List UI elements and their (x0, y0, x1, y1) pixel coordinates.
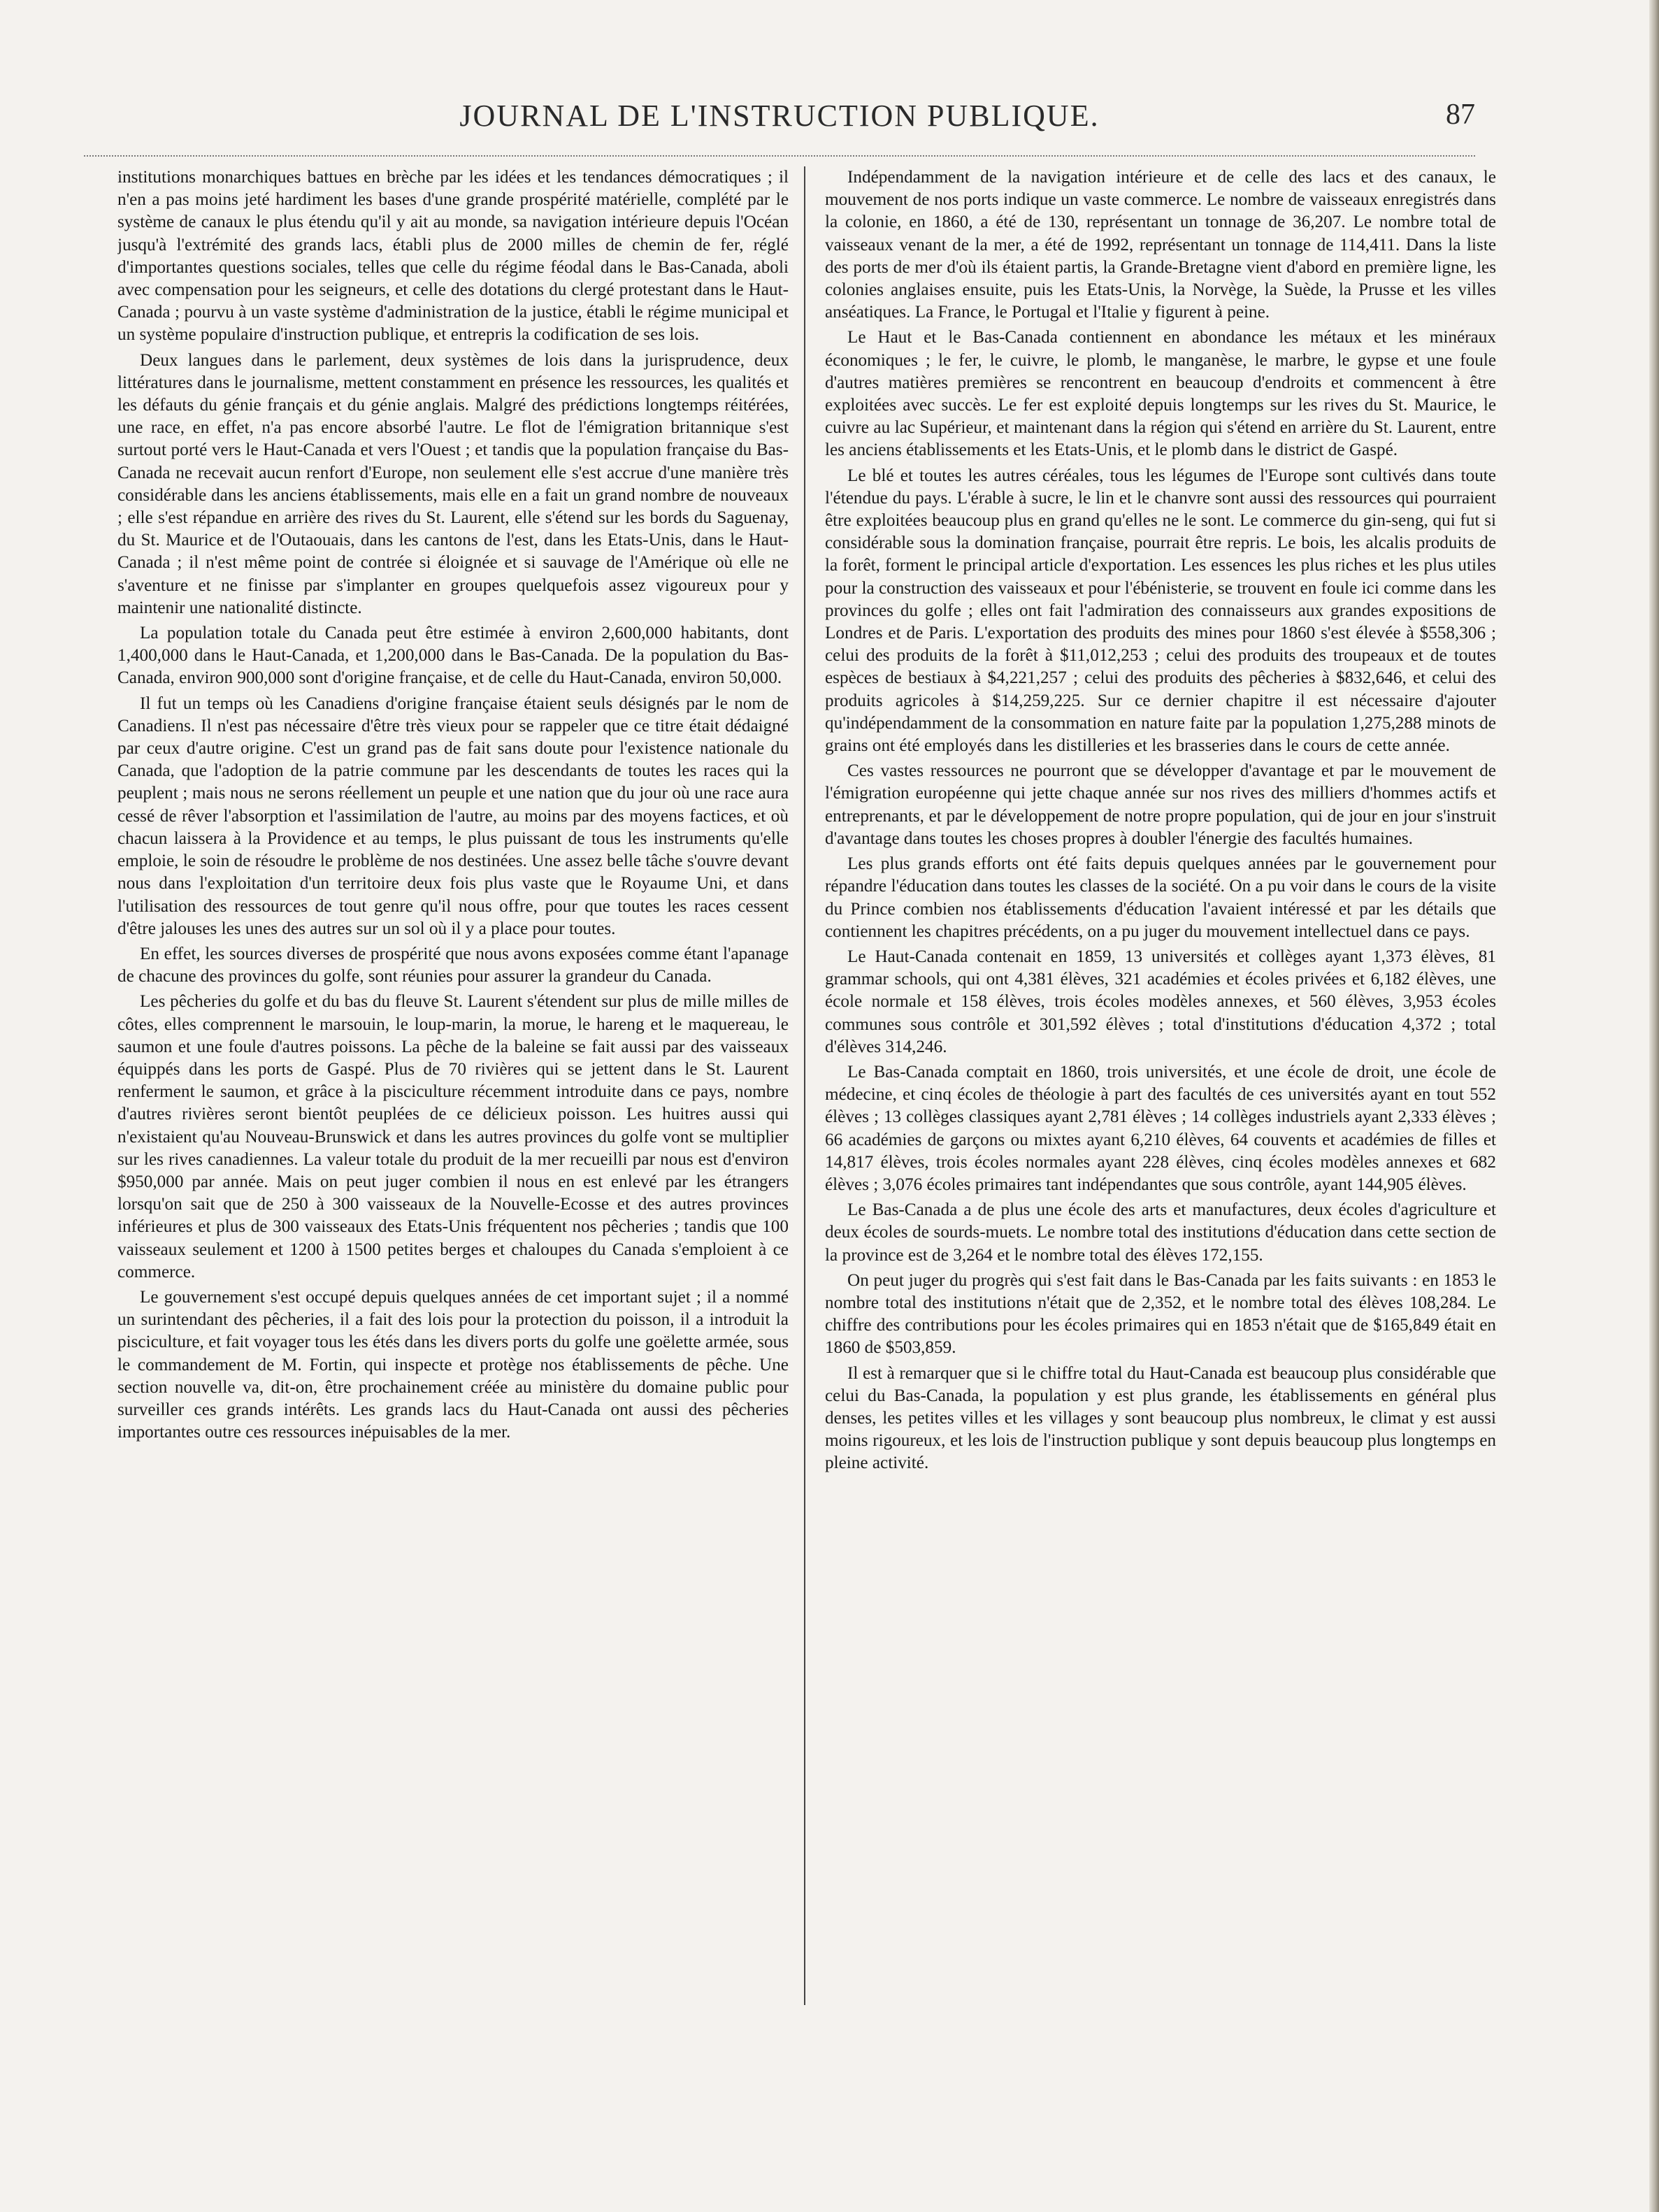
paragraph: Les pêcheries du golfe et du bas du fleuve St. Laurent s'étendent sur plus de mille milles de côtes, elles comprennent le marsouin, le loup-marin, la morue, le hareng et le maquereau, le saumon et une foule d'autres poissons. La pêche de la baleine se fait aussi par des vaisseaux équippés dans les ports de Gaspé. Plus de 70 rivières qui se jettent dans le St. Laurent renferment le saumon, et grâce à la pisciculture récemment introduite dans ce pays, nombre d'autres rivières seront bientôt peuplées de ce délicieux poisson. Les huitres aussi qui n'existaient qu'au Nouveau-Brunswick et dans les autres provinces du golfe vont se multiplier sur les rives canadiennes. La valeur totale du produit de la mer recueilli par nous est d'environ $950,000 par année. Mais on peut juger combien il nous en est enlevé par les étrangers lorsqu'on sait que de 250 à 300 vaisseaux de la Nouvelle-Ecosse et des autres provinces inférieures et plus de 300 vaisseaux des Etats-Unis fréquentent nos pêcheries ; tandis que 100 vaisseaux seulement et 1200 à 1500 petites berges et chaloupes du Canada s'emploient à ce commerce. (117, 992, 789, 1281)
paragraph: Le gouvernement s'est occupé depuis quelques années de cet important sujet ; il a nommé un surintendant des pêcheries, il a fait des lois pour la protection du poisson, il a introduit la pisciculture, et fait voyager tous les étés dans les divers ports du golfe une goëlette armée, sous le commandement de M. Fortin, qui inspecte et protège nos établissements de pêche. Une section nouvelle va, dit-on, être prochainement créée au ministère du domaine public pour surveiller ces grands intérêts. Les grands lacs du Haut-Canada ont aussi des pêcheries importantes outre ces ressources inépuisables de la mer. (117, 1287, 789, 1442)
paragraph: Le blé et toutes les autres céréales, tous les légumes de l'Europe sont cultivés dans toute l'étendue du pays. L'érable à sucre, le lin et le chanvre sont aussi des ressources qui pourraient être exploitées beaucoup plus en grand qu'elles ne le sont. Le commerce du gin-seng, qui fut si considérable sous la domination française, pourrait être repris. Le bois, les alcalis produits de la forêt, forment le principal article d'exportation. Les essences les plus riches et les plus utiles pour la construction des vaisseaux et pour l'ébénisterie, se trouvent en foule ici comme dans les provinces du golfe ; elles ont fait l'admiration des connaisseurs aux grandes expositions de Londres et de Paris. L'exportation des produits des mines pour 1860 s'est élevée à $558,306 ; celui des produits de la forêt à $11,012,253 ; celui des produits des troupeaux et de toutes espèces de bestiaux à $4,221,257 ; celui des produits des pêcheries à $832,646, et celui des produits agricoles à $14,259,225. Sur ce dernier chapitre il est nécessaire d'ajouter qu'indépendamment de la consommation en nature faite par la population 1,275,288 minots de grains ont été employés dans les distilleries et les brasseries dans le cours de cette année. (825, 466, 1496, 756)
paragraph: Le Bas-Canada a de plus une école des arts et manufactures, deux écoles d'agriculture et deux écoles de sourds-muets. Le nombre total des institutions d'éducation dans cette section de la province est de 3,264 et le nombre total des élèves 172,155. (825, 1200, 1496, 1265)
paragraph: Les plus grands efforts ont été faits depuis quelques années par le gouvernement pour répandre l'éducation dans toutes les classes de la société. On a pu voir dans le cours de la visite du Prince combien nos établissements d'éducation l'avaient intéressé et par les détails que contiennent les chapitres précédents, on a pu juger du mouvement intellectuel dans ce pays. (825, 854, 1496, 941)
paragraph: Le Haut-Canada contenait en 1859, 13 universités et collèges ayant 1,373 élèves, 81 grammar schools, qui ont 4,381 élèves, 321 académies et écoles privées et 6,182 élèves, une école normale et 158 élèves, trois écoles modèles annexes, et 560 élèves, 3,953 écoles communes sous contrôle et 301,592 élèves ; total d'institutions d'éducation 4,372 ; total d'élèves 314,246. (825, 947, 1496, 1056)
column-divider (804, 166, 805, 2005)
left-column (117, 166, 789, 2005)
paragraph: En effet, les sources diverses de prospérité que nous avons exposées comme étant l'apanage de chacune des provinces du golfe, sont réunies pour assurer la grandeur du Canada. (117, 944, 789, 986)
paragraph: Le Bas-Canada comptait en 1860, trois universités, et une école de droit, une école de médecine, et cinq écoles de théologie à part des facultés de ces universités ayant en tout 552 élèves ; 13 collèges classiques ayant 2,781 élèves ; 14 collèges industriels ayant 2,333 élèves ; 66 académies de garçons ou mixtes ayant 6,210 élèves, 64 couvents et académies de filles et 14,817 élèves, trois écoles normales ayant 228 élèves, cinq écoles modèles annexes et 682 élèves ; 3,076 écoles primaires tant indépendantes que sous contrôle, ayant 144,905 élèves. (825, 1062, 1496, 1194)
paragraph: On peut juger du progrès qui s'est fait dans le Bas-Canada par les faits suivants : en 1853 le nombre total des institutions n'était que de 2,352, et le nombre total des élèves 108,284. Le chiffre des contributions pour les écoles primaires qui en 1853 n'était que de $165,849 était en 1860 de $503,859. (825, 1270, 1496, 1358)
running-header (84, 98, 1475, 140)
paragraph: Indépendamment de la navigation intérieure et de celle des lacs et des canaux, le mouvement de nos ports indique un vaste commerce. Le nombre de vaisseaux enregistrés dans la colonie, en 1860, a été de 130, représentant un tonnage de 36,207. Le nombre total de vaisseaux venant de la mer, a été de 1992, représentant un tonnage de 114,411. Dans la liste des ports de mer d'où ils étaient partis, la Grande-Bretagne vient d'abord en première ligne, les colonies anglaises ensuite, puis les Etats-Unis, la Norvège, la Suède, la Prusse et les villes anséatiques. La France, le Portugal et l'Italie y figurent à peine. (825, 168, 1496, 322)
paragraph: Il fut un temps où les Canadiens d'origine française étaient seuls désignés par le nom de Canadiens. Il n'est pas nécessaire d'être très vieux pour se rappeler que ce titre était dédaigné par ceux d'autre origine. C'est un grand pas de fait sans doute pour l'existence nationale du Canada, que l'adoption de la patrie commune par les descendants de toutes les races qui la peuplent ; mais nous ne serons réellement un peuple et une nation que du jour où une race aura cessé de rêver l'absorption et l'assimilation de l'autre, au moins par des moyens factices, et où chacun laissera à la Providence et au temps, le plus puissant de tous les instruments qu'elle emploie, le soin de résoudre le problème de nos destinées. Une assez belle tâche s'ouvre devant nous dans l'exploitation d'un territoire deux fois plus vaste que le Royaume Uni, et dans l'utilisation des ressources de tout genre qu'il nous offre, pour que toutes les races cessent d'être jalouses les unes des autres sur un sol où il y a place pour toutes. (117, 694, 789, 938)
paragraph: Il est à remarquer que si le chiffre total du Haut-Canada est beaucoup plus considérable que celui du Bas-Canada, la population y est plus grande, les établissements en général plus denses, les petites villes et les villages y sont beaucoup plus nombreux, le climat y est aussi moins rigoureux, et les lois de l'instruction publique y sont depuis beaucoup plus longtemps en pleine activité. (825, 1363, 1496, 1473)
journal-title: JOURNAL DE L'INSTRUCTION PUBLIQUE. (459, 99, 1100, 133)
right-column (825, 166, 1496, 2005)
paragraph: Deux langues dans le parlement, deux systèmes de lois dans la jurisprudence, deux littératures dans le journalisme, mettent constamment en présence les ressources, les qualités et les défauts du génie français et du génie anglais. Malgré des prédictions longtemps réitérées, une race, en effet, n'a pas encore absorbé l'autre. Le flot de l'émigration britannique s'est surtout porté vers le Haut-Canada et vers l'Ouest ; et tandis que la population française du Bas-Canada ne recevait aucun renfort d'Europe, non seulement elle s'est accrue d'une manière très considérable dans les anciens établissements, mais elle en a fait un grand nombre de nouveaux ; elle s'est répandue en arrière des rives du St. Laurent, elle s'étend sur les bords du Saguenay, du St. Maurice et de l'Outaouais, dans les cantons de l'est, dans les Etats-Unis, dans le Haut-Canada ; il n'est même point de contrée si éloignée et si sauvage de l'Amérique où elle ne s'aventure et ne finisse par s'implanter en groupes quelquefois assez vigoureux pour y maintenir une nationalité distincte. (117, 350, 789, 617)
paragraph: La population totale du Canada peut être estimée à environ 2,600,000 habitants, dont 1,400,000 dans le Haut-Canada, et 1,200,000 dans le Bas-Canada. De la population du Bas-Canada, environ 900,000 sont d'origine française, et de celle du Haut-Canada, environ 50,000. (117, 624, 789, 688)
paragraph: Ces vastes ressources ne pourront que se développer d'avantage et par le mouvement de l'émigration européenne qui jette chaque année sur nos rives des milliers d'hommes actifs et entreprenants, et par le développement de notre propre population, qui de jour en jour s'instruit d'avantage dans toutes les choses propres à doubler l'énergie des facultés humaines. (825, 761, 1496, 848)
header-rule (84, 155, 1475, 157)
page-edge (1649, 0, 1659, 2212)
paragraph: institutions monarchiques battues en brèche par les idées et les tendances démocratiques ; il n'en a pas moins jeté hardiment les bases d'une grande prospérité matérielle, complété par le système de canaux le plus étendu qu'il y ait au monde, sa navigation intérieure depuis l'Océan jusqu'à l'extrémité des grands lacs, établi plus de 2000 milles de chemin de fer, réglé d'importantes questions sociales, telles que celle du régime féodal dans le Bas-Canada, aboli avec compensation pour les seigneurs, et celle des dotations du clergé protestant dans le Haut-Canada ; pourvu à un vaste système d'administration de la justice, établi le régime municipal et un système populaire d'instruction publique, et entrepris la codification de ses lois. (117, 168, 789, 345)
page-number: 87 (1446, 99, 1475, 131)
paragraph: Le Haut et le Bas-Canada contiennent en abondance les métaux et les minéraux économiques ; le fer, le cuivre, le plomb, le manganèse, le marbre, le gypse et une foule d'autres matières premières se rencontrent en beaucoup d'endroits et commencent à être exploitées avec succès. Le fer est exploité depuis longtemps sur les rives du St. Maurice, le cuivre au lac Supérieur, et maintenant dans la région qui s'étend en arrière du St. Laurent, entre les anciens établissements et les Etats-Unis, et le plomb dans le district de Gaspé. (825, 328, 1496, 460)
